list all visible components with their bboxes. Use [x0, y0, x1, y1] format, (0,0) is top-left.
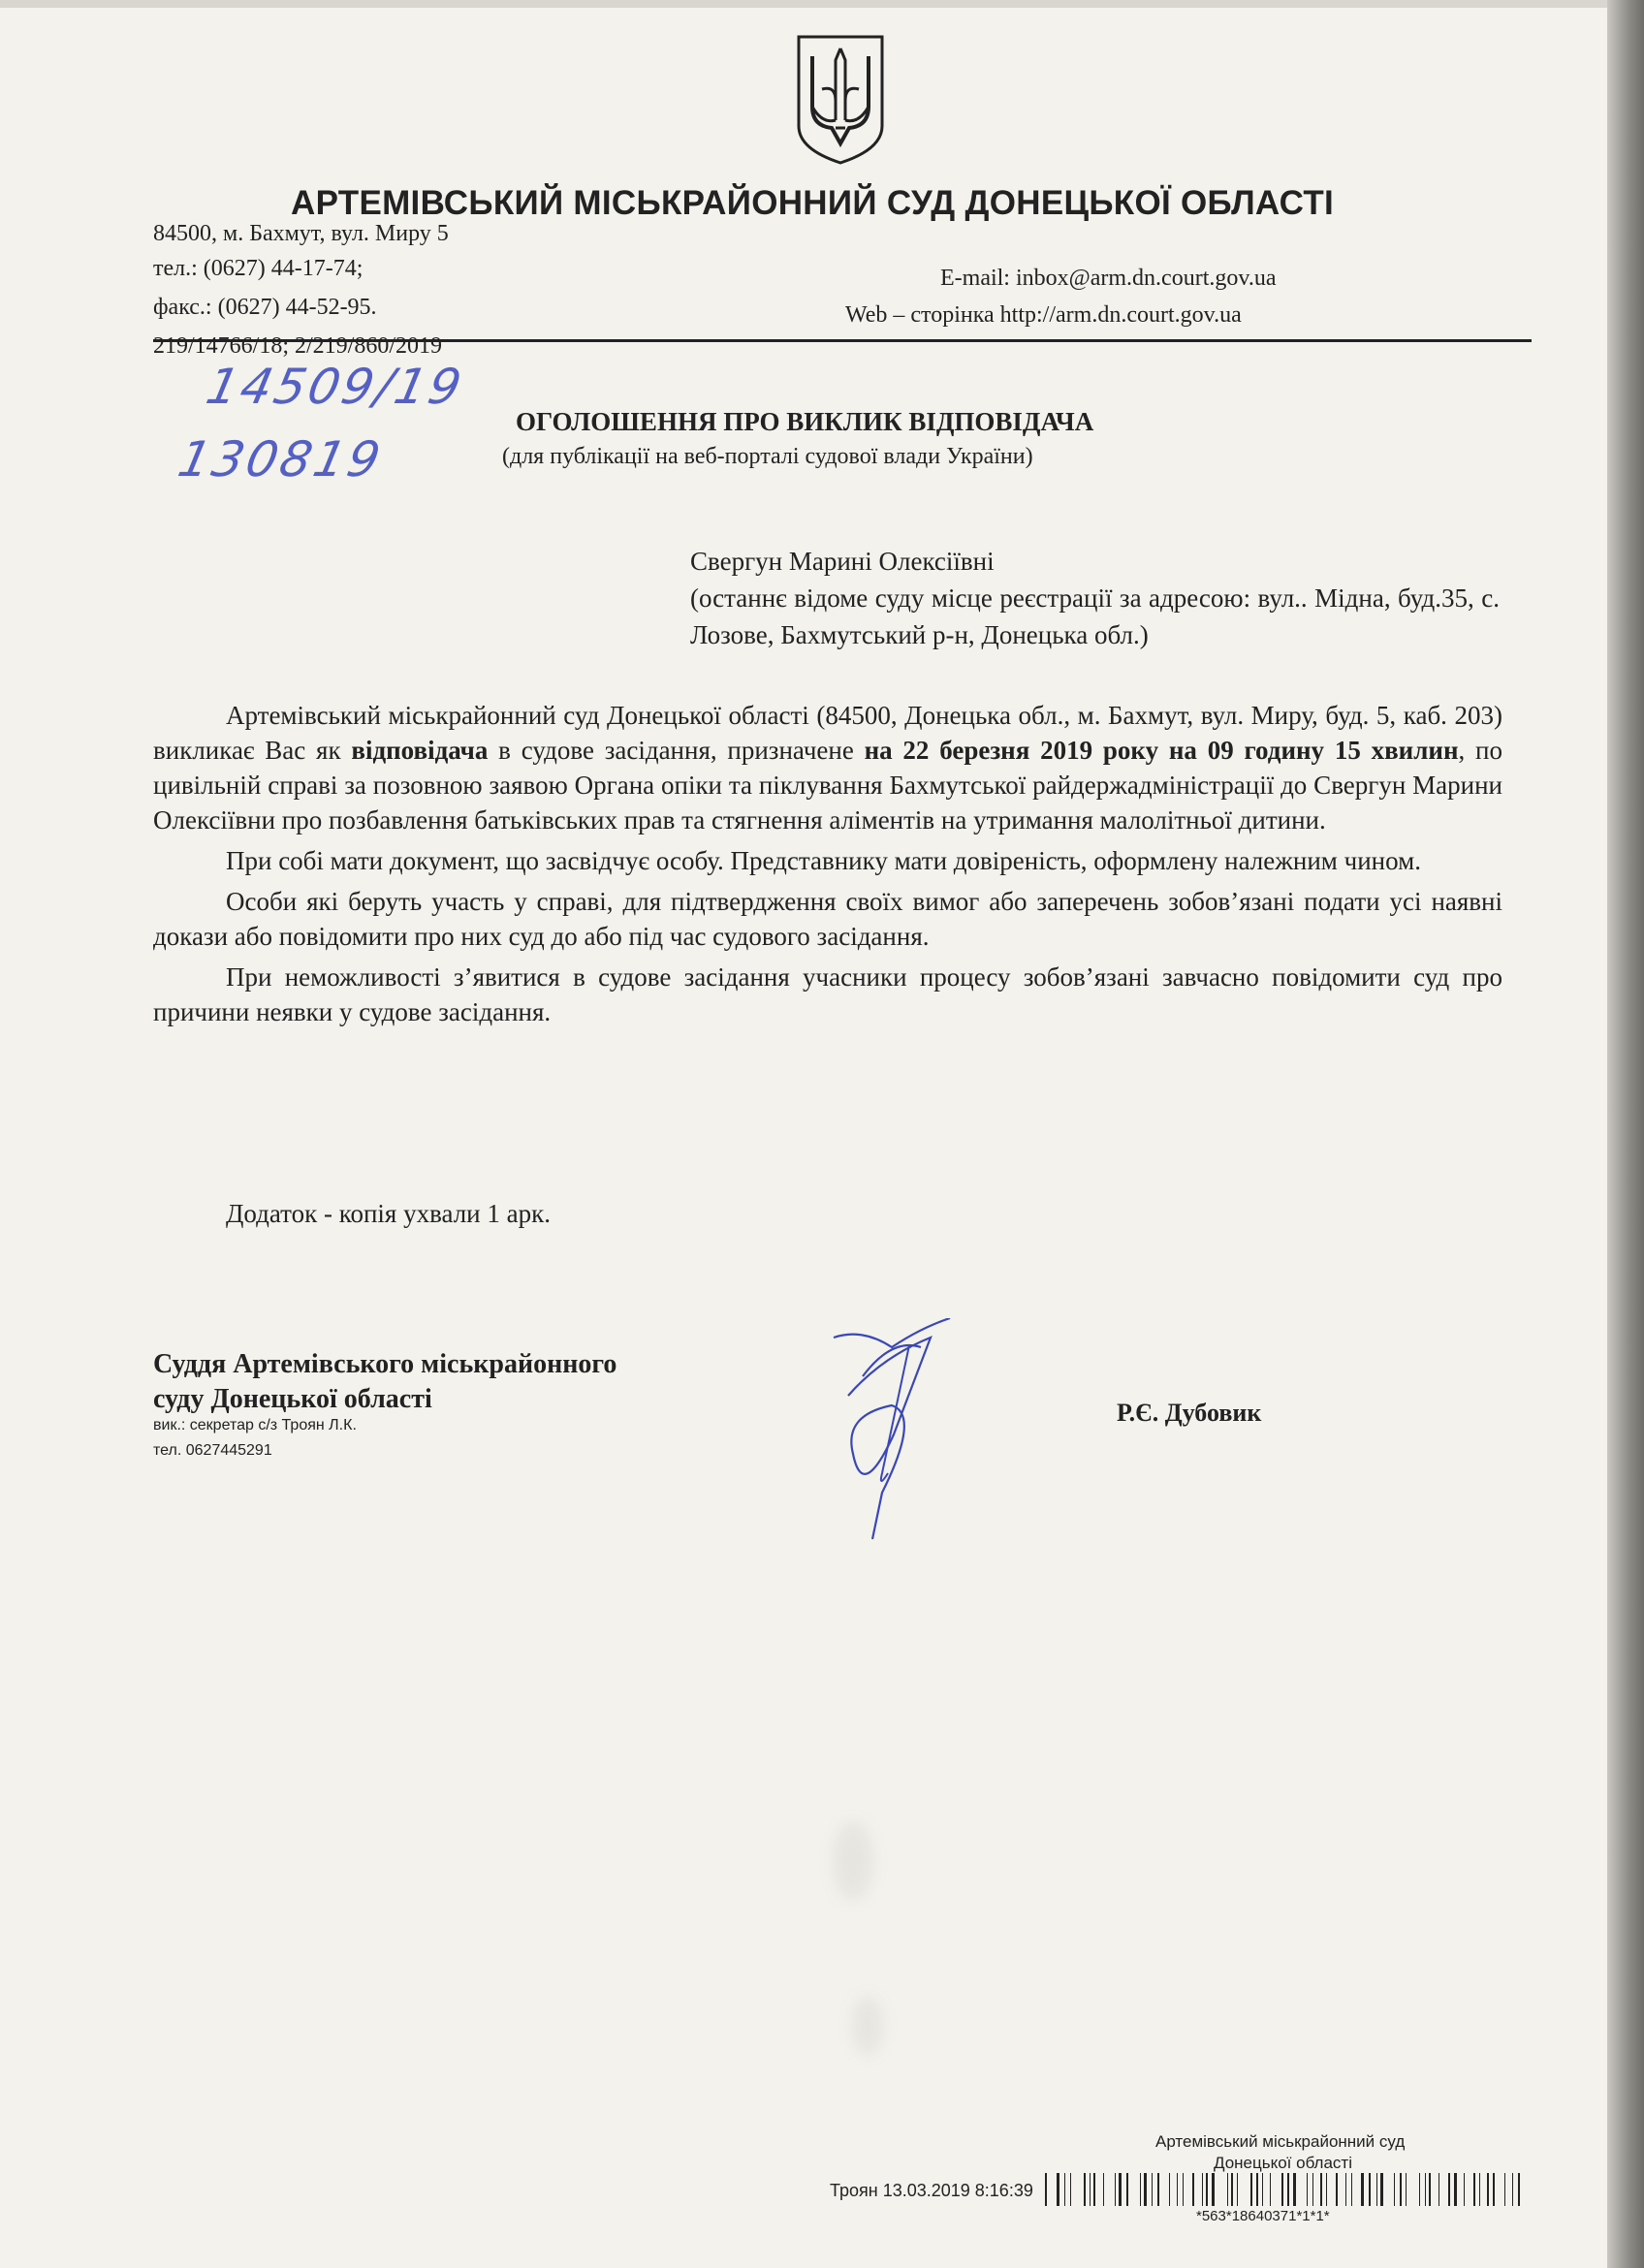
- barcode-bar: [1064, 2173, 1065, 2206]
- barcode-bar: [1157, 2173, 1159, 2206]
- barcode-bar: [1504, 2173, 1505, 2206]
- court-address: 84500, м. Бахмут, вул. Миру 5: [153, 221, 449, 246]
- barcode-bar: [1144, 2173, 1147, 2206]
- summons-text: Артемівський міськрайонний суд Донецької області (84500, Донецька обл., м. Бахмут, вул. Миру, буд. 5, каб. 203) викликає Вас як: [153, 701, 1502, 765]
- barcode-bar: [1084, 2173, 1086, 2206]
- barcode-bar: [1250, 2173, 1252, 2206]
- barcode-bar: [1057, 2173, 1059, 2206]
- addressee-address: (останнє відоме суду місце реєстрації за адресою: вул.. Мідна, буд.35, с. Лозове, Бахмутський р-н, Донецька обл.): [690, 583, 1500, 649]
- barcode-bar: [1487, 2173, 1489, 2206]
- barcode-bar: [1103, 2173, 1104, 2206]
- barcode-bar: [1270, 2173, 1271, 2206]
- judge-title-line1: Суддя Артемівського міськрайонного: [153, 1349, 617, 1379]
- judge-title-line2: суду Донецької області: [153, 1384, 432, 1414]
- barcode-bar: [1212, 2173, 1215, 2206]
- barcode-bar: [1287, 2173, 1289, 2206]
- barcode-bar: [1454, 2173, 1457, 2206]
- notice-title: ОГОЛОШЕННЯ ПРО ВИКЛИК ВІДПОВІДАЧА: [516, 407, 1094, 436]
- barcode-bar: [1115, 2173, 1116, 2206]
- barcode-bar: [1256, 2173, 1258, 2206]
- barcode-bar: [1376, 2173, 1377, 2206]
- barcode-bar: [1345, 2173, 1346, 2206]
- handwritten-incoming-number: 14509/19: [201, 359, 469, 415]
- body-paragraph-absence: При неможливості з’явитися в судове засідання учасники процесу зобов’язані завчасно повідомити суд про причини неявки у судове засідання.: [153, 962, 1502, 1026]
- barcode-bar: [1206, 2173, 1208, 2206]
- scan-smudge: [853, 1997, 882, 2055]
- barcode-bar: [1351, 2173, 1352, 2206]
- barcode-bar: [1380, 2173, 1383, 2206]
- barcode-bar: [1479, 2173, 1480, 2206]
- barcode-bar: [1336, 2173, 1338, 2206]
- handwritten-signature: [824, 1318, 969, 1541]
- barcode-bar: [1361, 2173, 1364, 2206]
- barcode-bar: [1307, 2173, 1308, 2206]
- barcode-bar: [1119, 2173, 1122, 2206]
- body-paragraph-evidence: Особи які беруть участь у справі, для підтвердження своїх вимог або заперечень зобов’язані подати усі наявні докази або повідомити про них суд до або під час судового засідання.: [153, 887, 1502, 951]
- barcode-bar: [1320, 2173, 1322, 2206]
- court-email: E-mail: inbox@arm.dn.court.gov.ua: [940, 266, 1277, 291]
- barcode-bar: [1293, 2173, 1296, 2206]
- barcode-number: *563*18640371*1*1*: [1196, 2208, 1330, 2224]
- barcode-bar: [1202, 2173, 1203, 2206]
- court-fax: факс.: (0627) 44-52-95.: [153, 295, 377, 320]
- body-paragraph-documents: При собі мати документ, що засвідчує особу. Представнику мати довіреність, оформлену належним чином.: [226, 846, 1421, 875]
- coat-of-arms-icon: [793, 31, 888, 167]
- summons-text: , по цивільній справі за позовною заявою Органа опіки та піклування Бахмутської райдержадміністрації до Свергун Марини Олексіївни про позбавлення батьківських прав та стягнення аліментів на утримання малолітньої дитини.: [153, 736, 1502, 835]
- executor-note: вик.: секретар с/з Троян Л.К.: [153, 1417, 357, 1433]
- summons-role: відповідача: [351, 736, 489, 765]
- barcode-bar: [1448, 2173, 1450, 2206]
- barcode-bar: [1369, 2173, 1371, 2206]
- court-name: АРТЕМІВСЬКИЙ МІСЬКРАЙОННИЙ СУД ДОНЕЦЬКОЇ ОБЛАСТІ: [291, 184, 1335, 222]
- barcode-bar: [1493, 2173, 1495, 2206]
- case-number: 219/14766/18; 2/219/860/2019: [153, 333, 443, 359]
- hearing-datetime: на 22 березня 2019 року на 09 годину 15 хвилин: [864, 736, 1459, 765]
- barcode-bar: [1464, 2173, 1465, 2206]
- barcode-bar: [1070, 2173, 1071, 2206]
- barcode-bar: [1425, 2173, 1426, 2206]
- registration-barcode: [1045, 2173, 1532, 2206]
- barcode-bar: [1326, 2173, 1327, 2206]
- handwritten-date: 130819: [173, 431, 389, 488]
- barcode-bar: [1177, 2173, 1178, 2206]
- executor-phone: тел. 0627445291: [153, 1442, 272, 1459]
- barcode-bar: [1126, 2173, 1128, 2206]
- barcode-bar: [1312, 2173, 1313, 2206]
- addressee-block: [690, 543, 1500, 653]
- scan-smudge: [834, 1822, 872, 1900]
- barcode-bar: [1473, 2173, 1475, 2206]
- barcode-bar: [1429, 2173, 1431, 2206]
- barcode-bar: [1394, 2173, 1395, 2206]
- notice-subtitle: (для публікації на веб-порталі судової влади України): [502, 444, 1033, 469]
- barcode-bar: [1237, 2173, 1238, 2206]
- barcode-bar: [1231, 2173, 1233, 2206]
- barcode-bar: [1169, 2173, 1170, 2206]
- judge-title: [153, 1347, 616, 1417]
- barcode-bar: [1512, 2173, 1513, 2206]
- court-phone: тел.: (0627) 44-17-74;: [153, 256, 364, 281]
- barcode-bar: [1227, 2173, 1228, 2206]
- barcode-bar: [1438, 2173, 1439, 2206]
- barcode-bar: [1152, 2173, 1153, 2206]
- barcode-bar: [1262, 2173, 1263, 2206]
- court-website: Web – сторінка http://arm.dn.court.gov.ua: [845, 302, 1242, 328]
- barcode-bar: [1281, 2173, 1283, 2206]
- barcode-bar: [1192, 2173, 1194, 2206]
- attachment-note: Додаток - копія ухвали 1 арк.: [226, 1199, 551, 1228]
- stamp-registration-date: Троян 13.03.2019 8:16:39: [830, 2181, 1033, 2200]
- scan-edge-top: [0, 0, 1644, 8]
- barcode-bar: [1140, 2173, 1141, 2206]
- stamp-court-line1: Артемівський міськрайонний суд: [1155, 2132, 1406, 2151]
- barcode-bar: [1045, 2173, 1047, 2206]
- judge-name: Р.Є. Дубовик: [1117, 1399, 1262, 1427]
- barcode-bar: [1419, 2173, 1420, 2206]
- addressee-name: Свергун Марині Олексіївні: [690, 547, 995, 576]
- body-paragraph-summons: [153, 698, 1502, 837]
- barcode-bar: [1090, 2173, 1091, 2206]
- scan-edge-right: [1607, 0, 1644, 2268]
- barcode-bar: [1093, 2173, 1095, 2206]
- barcode-bar: [1518, 2173, 1520, 2206]
- stamp-court-line2: Донецької області: [1214, 2154, 1352, 2172]
- barcode-bar: [1406, 2173, 1407, 2206]
- notice-body: [153, 698, 1502, 1029]
- barcode-bar: [1183, 2173, 1184, 2206]
- barcode-bar: [1400, 2173, 1402, 2206]
- summons-text: в судове засідання, призначене: [488, 736, 865, 765]
